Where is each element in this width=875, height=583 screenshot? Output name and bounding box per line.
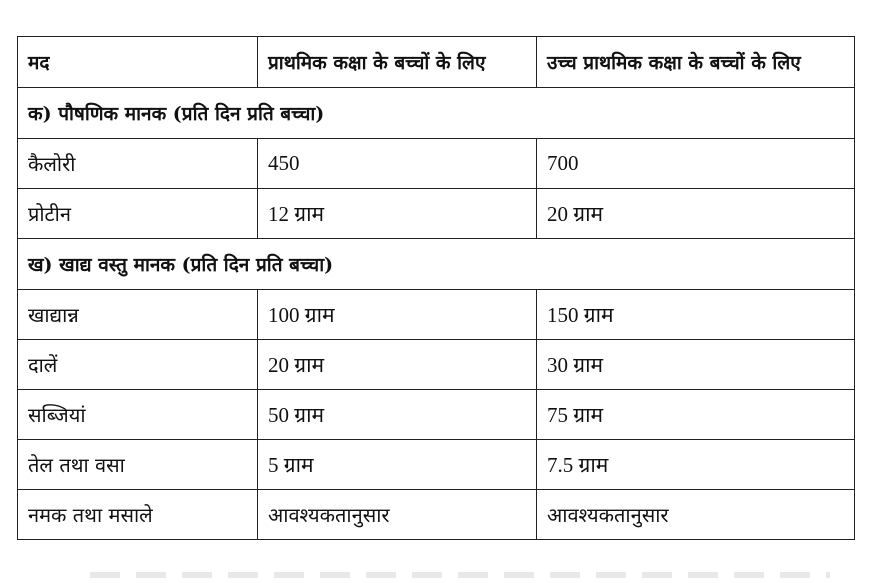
row-upper-value: आवश्यकतानुसार <box>537 490 855 540</box>
table-row <box>18 189 855 239</box>
row-primary-value: 50 ग्राम <box>258 390 537 440</box>
row-item: नमक तथा मसाले <box>18 490 258 540</box>
section-row-nutritional <box>18 88 855 139</box>
row-upper-value: 150 ग्राम <box>537 290 855 340</box>
table-row <box>18 290 855 340</box>
section-title: ख) खाद्य वस्तु मानक (प्रति दिन प्रति बच्चा) <box>18 239 855 290</box>
nutrition-norms-table <box>17 36 855 540</box>
row-primary-value: आवश्यकतानुसार <box>258 490 537 540</box>
row-primary-value: 450 <box>258 139 537 189</box>
table-row <box>18 490 855 540</box>
row-upper-value: 20 ग्राम <box>537 189 855 239</box>
row-item: दालें <box>18 340 258 390</box>
cropped-text-remnant <box>90 572 830 578</box>
row-item: खाद्यान्न <box>18 290 258 340</box>
table-row <box>18 139 855 189</box>
row-upper-value: 75 ग्राम <box>537 390 855 440</box>
row-item: तेल तथा वसा <box>18 440 258 490</box>
section-row-food-items <box>18 239 855 290</box>
header-upper-primary: उच्च प्राथमिक कक्षा के बच्चों के लिए <box>537 37 855 88</box>
row-primary-value: 12 ग्राम <box>258 189 537 239</box>
table-row <box>18 440 855 490</box>
row-item: प्रोटीन <box>18 189 258 239</box>
row-primary-value: 100 ग्राम <box>258 290 537 340</box>
section-title: क) पौषणिक मानक (प्रति दिन प्रति बच्चा) <box>18 88 855 139</box>
header-primary: प्राथमिक कक्षा के बच्चों के लिए <box>258 37 537 88</box>
nutrition-norms-table-container <box>17 36 854 540</box>
table-header-row <box>18 37 855 88</box>
table-row <box>18 390 855 440</box>
row-item: कैलोरी <box>18 139 258 189</box>
row-upper-value: 700 <box>537 139 855 189</box>
row-primary-value: 5 ग्राम <box>258 440 537 490</box>
row-upper-value: 30 ग्राम <box>537 340 855 390</box>
table-row <box>18 340 855 390</box>
row-upper-value: 7.5 ग्राम <box>537 440 855 490</box>
header-item: मद <box>18 37 258 88</box>
row-item: सब्जियां <box>18 390 258 440</box>
row-primary-value: 20 ग्राम <box>258 340 537 390</box>
